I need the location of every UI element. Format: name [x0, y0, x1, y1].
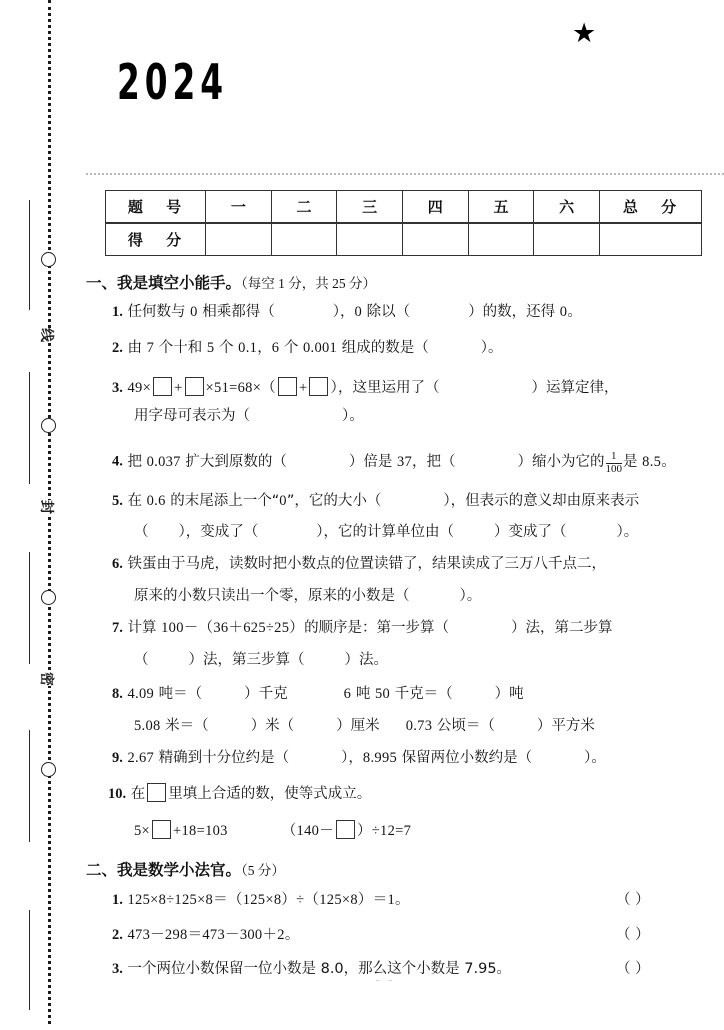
seal-circle-2: [41, 418, 56, 433]
score-cell-4[interactable]: [402, 223, 468, 256]
section-1-title: 一、我是填空小能手。: [86, 274, 242, 292]
margin-write-line-2: [29, 372, 30, 484]
question-9-number: 9.: [112, 750, 123, 766]
tf-question-3: [112, 962, 511, 977]
answer-box-10a[interactable]: [147, 783, 166, 802]
answer-box-3b[interactable]: [185, 377, 204, 396]
page-title-year: 2024: [117, 55, 228, 112]
page-footer-mark: - -: [376, 974, 396, 986]
answer-box-10b[interactable]: [152, 820, 171, 839]
score-table-row-label-score: 得 分: [106, 223, 206, 256]
question-4-text: 把 0.037 扩大到原数的（ ）倍是 37，把（ ）缩小为它的$\frac{1}{100}$ 是 8.5。: [127, 450, 676, 475]
tf-answer-2[interactable]: （ ）: [616, 927, 650, 943]
question-8-line-2: [134, 719, 595, 734]
answer-box-3d[interactable]: [309, 377, 328, 396]
question-6-number: 6.: [112, 556, 123, 572]
score-cell-3[interactable]: [337, 223, 403, 256]
seal-char-seal: 封: [34, 500, 60, 514]
question-3-tail: ，这里运用了（ ）运算定律，: [338, 380, 619, 396]
question-5-number: 5.: [112, 493, 123, 509]
question-9-text: 2.67 精确到十分位约是（ ），8.995 保留两位小数约是（ ）。: [127, 750, 606, 766]
tf-question-2-text: 473－298＝473－300＋2。: [127, 927, 300, 943]
score-table-row-label-number: 题 号: [106, 191, 206, 224]
score-table-col-1: 一: [206, 191, 272, 224]
tf-question-1-text: 125×8÷125×8＝（125×8）÷（125×8）＝1。: [127, 892, 410, 908]
question-10-number: 10.: [108, 786, 127, 802]
horizontal-dotted-divider: [86, 173, 724, 175]
question-8-line-1: [112, 687, 524, 702]
section-heading-fill-in: [86, 271, 376, 293]
score-table-col-4: 四: [402, 191, 468, 224]
question-6-line-1-text: 铁蛋由于马虎，读数时把小数点的位置读错了，结果读成了三万八千点二，: [127, 556, 606, 572]
question-7-line-1: [112, 621, 613, 636]
star-icon: ★: [572, 18, 597, 48]
question-3-line-1: 3. 49× + ×51=68×（ + ），这里运用了（ ）运算定律，: [112, 377, 619, 396]
question-10-eq-2: （140－: [281, 823, 334, 839]
seal-circle-4: [41, 762, 56, 777]
question-4: [112, 451, 676, 475]
question-7-line-1-text: 计算 100－（36＋625÷25）的顺序是：第一步算（ ）法，第二步算: [127, 620, 613, 636]
tf-question-2-number: 2.: [112, 927, 123, 943]
answer-box-3c[interactable]: [278, 377, 297, 396]
section-2-title: 二、我是数学小法官。: [86, 861, 242, 879]
score-cell-6[interactable]: [534, 223, 600, 256]
seal-circle-1: [41, 252, 56, 267]
question-9: [112, 751, 606, 766]
question-3-line-2-text: 用字母可表示为（ ）。: [134, 408, 364, 424]
question-1: [112, 305, 582, 320]
question-2-line-1: 由 7 个十和 5 个 0.1，6 个 0.001 组成的数是（ ）。: [127, 340, 503, 356]
score-table-col-3: 三: [337, 191, 403, 224]
question-3-number: 3.: [112, 380, 123, 396]
score-table-col-2: 二: [271, 191, 337, 224]
question-2: [112, 341, 502, 356]
margin-write-line-5: [29, 910, 30, 1010]
margin-write-line-3: [29, 552, 30, 664]
score-cell-1[interactable]: [206, 223, 272, 256]
score-table-total-label: 总 分: [600, 191, 702, 224]
question-10-line-1-text: 在 里填上合适的数，使等式成立。: [131, 786, 372, 802]
question-3-expression: 49×: [127, 380, 152, 396]
question-8-line-1-text: 4.09 吨＝（ ）千克 6 吨 50 千克＝（ ）吨: [127, 686, 524, 702]
tf-question-3-number: 3.: [112, 961, 123, 977]
question-4-number: 4.: [112, 453, 123, 470]
question-2-number: 2.: [112, 340, 123, 356]
question-8-number: 8.: [112, 686, 123, 702]
margin-write-line-4: [29, 730, 30, 842]
seal-circle-3: [41, 590, 56, 605]
question-6-line-2: [134, 589, 481, 604]
question-5-line-1-text: 在 0.6 的末尾添上一个“0”，它的大小（ ），但表示的意义却由原来表示: [127, 493, 640, 509]
question-10-line-1: [108, 783, 371, 802]
score-table-col-5: 五: [468, 191, 534, 224]
question-1-number: 1.: [112, 304, 123, 320]
question-7-line-2-text: （ ）法，第三步算（ ）法。: [134, 652, 388, 668]
score-table: [105, 190, 702, 256]
tf-question-1: [112, 893, 410, 908]
tf-question-3-text: 一个两位小数保留一位小数是 8.0，那么这个小数是 7.95。: [127, 961, 512, 977]
exam-paper-sheet: [86, 0, 724, 1024]
question-5-line-2: [134, 525, 638, 540]
question-6-line-2-text: 原来的小数只读出一个零，原来的小数是（ ）。: [134, 588, 482, 604]
question-7-line-2: [134, 653, 388, 668]
score-table-col-6: 六: [534, 191, 600, 224]
score-table-score-row: [106, 223, 702, 256]
score-cell-total[interactable]: [600, 223, 702, 256]
question-5-line-1: [112, 494, 639, 509]
answer-box-3a[interactable]: [153, 377, 172, 396]
question-10-line-2: 5× +18=103 （140－ ）÷12=7: [134, 820, 411, 839]
question-5-line-2-text: （ ），变成了（ ），它的计算单位由（ ）变成了（ ）。: [134, 524, 639, 540]
question-8-line-2-text: 5.08 米＝（ ）米（ ）厘米 0.73 公顷＝（ ）平方米: [134, 718, 595, 734]
tf-answer-3[interactable]: （ ）: [616, 961, 650, 977]
score-cell-2[interactable]: [271, 223, 337, 256]
question-7-number: 7.: [112, 620, 123, 636]
tf-answer-1[interactable]: （ ）: [616, 892, 650, 908]
score-table-header-row: [106, 191, 702, 224]
question-10-eq-1: 5×: [134, 823, 151, 839]
tf-question-2: [112, 928, 300, 943]
section-1-points: （每空 1 分，共 25 分）: [241, 276, 377, 291]
fraction-one-hundredth: $\frac{1}{100}$: [605, 450, 623, 475]
question-1-line-1: 任何数与 0 相乘都得（ ），0 除以（ ）的数，还得 0。: [127, 304, 582, 320]
seal-char-line: 线: [34, 328, 60, 342]
section-2-points: （5 分）: [241, 863, 285, 878]
tf-question-1-number: 1.: [112, 892, 123, 908]
margin-write-line-1: [29, 200, 30, 310]
answer-box-10c[interactable]: [336, 820, 355, 839]
question-3-line-2: [134, 409, 364, 424]
question-6-line-1: [112, 557, 606, 572]
section-heading-true-false: [86, 858, 285, 880]
answer-sheet-margin-strip: [0, 0, 86, 1024]
seal-char-secret: 密: [34, 672, 60, 686]
score-cell-5[interactable]: [468, 223, 534, 256]
